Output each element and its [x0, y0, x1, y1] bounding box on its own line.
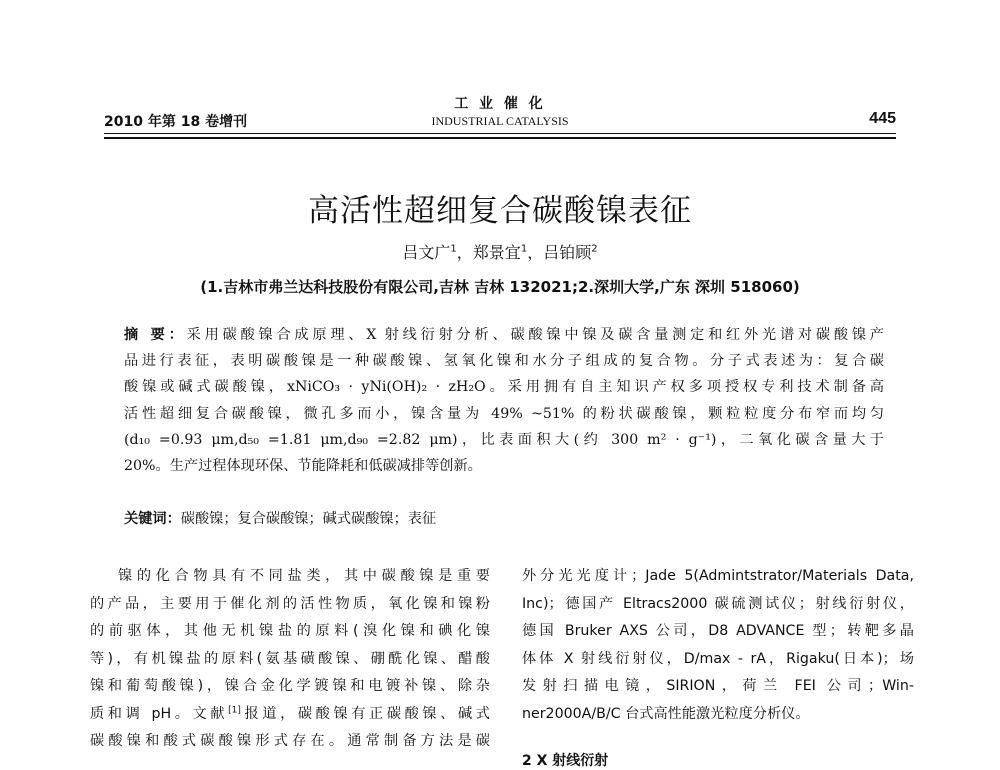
author-affiliation-mark: 2: [591, 243, 598, 255]
body-column-left: [90, 563, 490, 756]
author-separator: ，: [527, 243, 544, 262]
body-text-line: [522, 563, 914, 591]
abstract-label: 摘 要：: [124, 327, 187, 343]
keywords-text: 碳酸镍；复合碳酸镍；碱式碳酸镍；表征: [180, 511, 437, 527]
abstract-line: 20%。生产过程体现环保、节能降耗和低碳减排等创新。: [124, 458, 482, 475]
body-text: 镍的化合物具有不同盐类，其中碳酸镍是重要: [118, 568, 490, 584]
body-text: 发射扫描电镜，SIRION，荷兰 FEI 公司；Win-: [522, 678, 914, 694]
body-text: 质和调 pH。文献: [90, 705, 229, 722]
body-text: 外分光光度计；Jade 5(Admintstrator/Materials Data,: [522, 568, 914, 584]
affiliations: (1.吉林市弗兰达科技股份有限公司,吉林 吉林 132021;2.深圳大学,广东 深圳 518060): [200, 278, 800, 296]
body-text-line: [522, 618, 914, 646]
body-text-line: [90, 646, 490, 674]
body-text-line: [90, 673, 490, 701]
body-text: 镍和葡萄酸镍)，镍合金化学镀镍和电镀补镍、除杂: [90, 678, 490, 694]
body-text-line: [90, 591, 490, 619]
body-text: 体体 X 射线衍射仪，D/max - rA，Rigaku(日本)；场: [522, 650, 914, 667]
body-text-line: [522, 701, 914, 729]
body-text-line: [522, 646, 914, 674]
author-name: 吕文广: [402, 243, 451, 262]
author-affiliation-mark: 1: [520, 243, 528, 255]
journal-name: [400, 96, 600, 130]
section-heading: 2 X 射线衍射: [522, 753, 609, 769]
abstract-line: (d₁₀ =0.93 μm,d₅₀ =1.81 μm,d₉₀ =2.82 μm)，比表面积大(约 300 m² · g⁻¹)，二氧化碳含量大于: [124, 431, 884, 448]
body-text-line: [90, 618, 490, 646]
abstract: [124, 322, 884, 479]
body-text-line: [522, 591, 914, 619]
body-text-line: [522, 673, 914, 701]
body-text: 的产品，主要用于催化剂的活性物质，氧化镍和镍粉: [90, 595, 490, 612]
author-name: 郑景宜: [472, 243, 521, 262]
abstract-line: [124, 322, 884, 348]
abstract-line: 活性超细复合碳酸镍，微孔多而小，镍含量为 49% ~51% 的粉状碳酸镍，颗粒粒度分布窄而均匀: [124, 405, 884, 422]
body-text: 等)，有机镍盐的原料(氨基磺酸镍、硼酰化镍、醋酸: [90, 650, 490, 667]
body-text-line: [90, 701, 490, 729]
body-text: 碳酸镍和酸式碳酸镍形式存在。通常制备方法是碳: [90, 733, 490, 749]
abstract-line: 酸镍或碱式碳酸镍，xNiCO₃ · yNi(OH)₂ · zH₂O。采用拥有自主知识产权多项授权专利技术制备高: [124, 379, 884, 396]
paper-title: 高活性超细复合碳酸镍表征: [308, 193, 692, 229]
citation-ref: [1]: [228, 704, 241, 715]
body-text: Inc)；德国产 Eltracs2000 碳硫测试仪；射线衍射仪，: [522, 595, 914, 612]
body-text-line: [90, 563, 490, 591]
header-rule-thick: [104, 137, 896, 139]
journal-issue: 2010 年第 18 卷增刊: [104, 114, 248, 130]
abstract-line: 品进行表征，表明碳酸镍是一种碳酸镍、氢氧化镍和水分子组成的复合物。分子式表述为：复合碳: [124, 353, 884, 370]
body-text-line: [90, 728, 490, 756]
author-affiliation-mark: 1: [450, 243, 457, 255]
author-name: 吕铂顾: [543, 243, 592, 262]
journal-name-english: INDUSTRIAL CATALYSIS: [431, 114, 569, 128]
page-number: 445: [869, 110, 896, 127]
body-column-right: [522, 563, 914, 728]
body-text: 的前驱体，其他无机镍盐的原料(溴化镍和碘化镍: [90, 623, 490, 639]
author-list: [100, 240, 900, 263]
journal-name-chinese: 工 业 催 化: [454, 96, 546, 112]
body-text: 德国 Bruker AXS 公司，D8 ADVANCE 型；转靶多晶: [522, 623, 914, 639]
keywords-label: 关键词：: [124, 511, 181, 527]
abstract-text: 采用碳酸镍合成原理、X 射线衍射分析、碳酸镍中镍及碳含量测定和红外光谱对碳酸镍产: [186, 327, 884, 343]
header-rule-thin: [104, 133, 896, 134]
keywords: [124, 508, 884, 528]
body-text: 报道，碳酸镍有正碳酸镍、碱式: [240, 705, 490, 722]
author-separator: ，: [456, 243, 473, 262]
body-text: ner2000A/B/C 台式高性能激光粒度分析仪。: [522, 705, 810, 722]
